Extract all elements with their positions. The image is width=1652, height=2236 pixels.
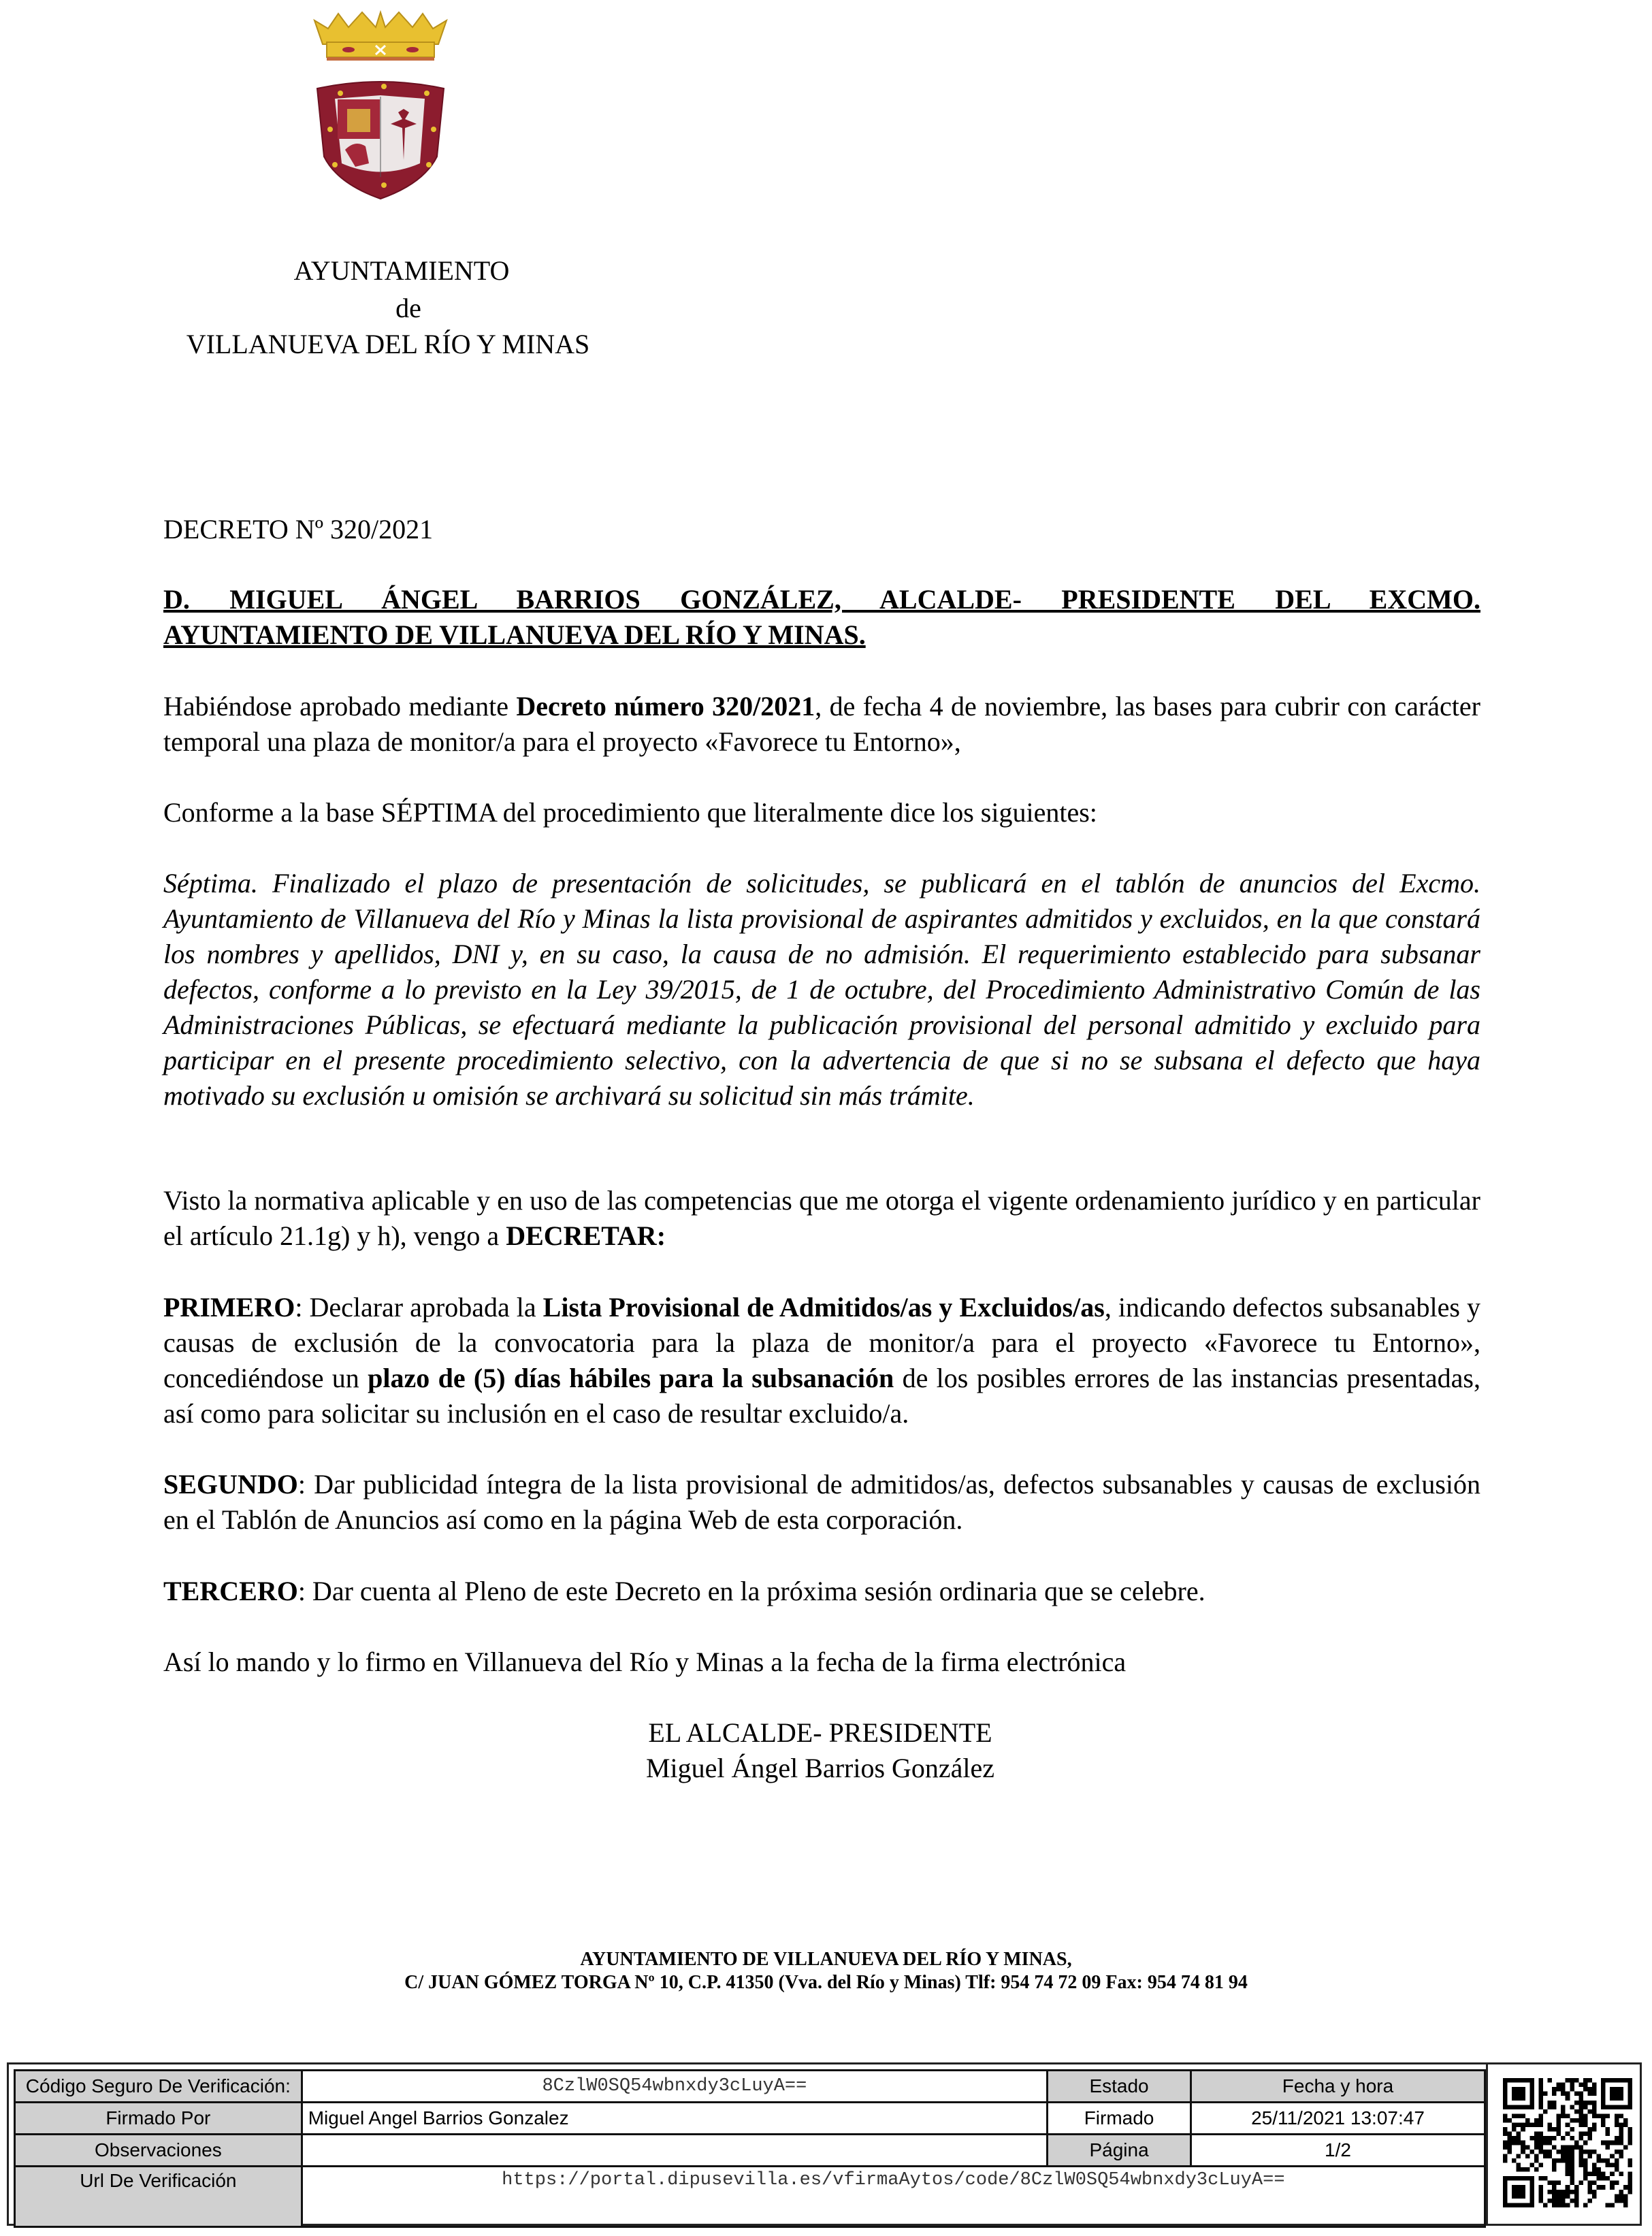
decree-number: DECRETO Nº 320/2021 <box>163 514 434 545</box>
crown-icon <box>314 12 447 61</box>
decree-heading-line2: AYUNTAMIENTO DE VILLANUEVA DEL RÍO Y MINAS. <box>163 619 866 650</box>
fecha-label: Fecha y hora <box>1191 2071 1485 2103</box>
url-value[interactable]: https://portal.dipusevilla.es/vfirmaAytos/code/8CzlW0SQ54wbnxdy3cLuyA== <box>302 2167 1485 2227</box>
paragraph-visto <box>163 1183 1480 1254</box>
footer-org-name: AYUNTAMIENTO DE VILLANUEVA DEL RÍO Y MINAS, <box>580 1949 1072 1970</box>
firmado-por-value: Miguel Angel Barrios Gonzalez <box>302 2103 1047 2135</box>
text: : Dar cuenta al Pleno de este Decreto en la próxima sesión ordinaria que se celebre. <box>297 1576 1205 1606</box>
qr-cell <box>1486 2064 1644 2224</box>
org-name-line1: AYUNTAMIENTO <box>293 255 510 286</box>
fecha-value: 25/11/2021 13:07:47 <box>1191 2103 1485 2135</box>
coat-of-arms-logo <box>308 7 453 204</box>
org-name-line3: VILLANUEVA DEL RÍO Y MINAS <box>186 329 590 359</box>
text: , de fecha 4 de noviembre, las bases para cubrir con carácter temporal una plaza de monitor/a para el proyecto «Favorece tu Entorno», <box>163 691 1480 757</box>
paragraph-base: Conforme a la base SÉPTIMA del procedimiento que literalmente dice los siguientes: <box>163 797 1097 828</box>
paragraph-septima-quote: Séptima. Finalizado el plazo de presentación de solicitudes, se publicará en el tablón de anuncios del Excmo. Ayuntamiento de Villanueva del Río y Minas la lista provisional de aspirantes admitidos y excluidos, en la que constará los nombres y apellidos, DNI y, en su caso, la causa de no admisión. El requerimiento establecido para subsanar defectos, conforme a lo previsto en la Ley 39/2015, de 1 de octubre, del Procedimiento Administrativo Común de las Administraciones Públicas, se efectuará mediante la publicación provisional del personal admitido y excluido para participar en el presente procedimiento selectivo, con la advertencia de que si no se subsana el defecto que haya motivado su exclusión u omisión se archivará su solicitud sin más trámite. <box>163 868 1480 1111</box>
verification-table <box>14 2069 1486 2228</box>
text: : Declarar aprobada la <box>295 1292 543 1323</box>
paragraph-intro <box>163 689 1480 760</box>
segundo-label: SEGUNDO <box>163 1469 298 1500</box>
org-name-line2: de <box>395 293 421 323</box>
firmado-por-label: Firmado Por <box>15 2103 302 2135</box>
csv-value: 8CzlW0SQ54wbnxdy3cLuyA== <box>302 2071 1047 2103</box>
csv-label: Código Seguro De Verificación: <box>15 2071 302 2103</box>
decree-reference: Decreto número 320/2021 <box>516 691 815 722</box>
url-label: Url De Verificación <box>15 2167 302 2227</box>
resolution-segundo <box>163 1467 1480 1538</box>
text: : Dar publicidad íntegra de la lista provisional de admitidos/as, defectos subsanables y causas de exclusión en el Tablón de Anuncios así como en la página Web de esta corporación. <box>163 1469 1480 1535</box>
resolution-tercero <box>163 1574 1480 1609</box>
pagina-label: Página <box>1048 2135 1191 2167</box>
resolution-primero <box>163 1290 1480 1431</box>
deadline: plazo de (5) días hábiles para la subsanación <box>368 1363 894 1393</box>
pagina-value: 1/2 <box>1191 2135 1485 2167</box>
footer-address: C/ JUAN GÓMEZ TORGA Nº 10, C.P. 41350 (Vva. del Río y Minas) Tlf: 954 74 72 09 Fax: 954 74 81 94 <box>404 1972 1248 1993</box>
decretar-label: DECRETAR: <box>506 1220 666 1251</box>
qr-code-icon[interactable] <box>1503 2078 1632 2207</box>
text: Visto la normativa aplicable y en uso de las competencias que me otorga el vigente ordenamiento jurídico y en particular el artículo 21.1g) y h), vengo a <box>163 1185 1480 1251</box>
estado-value: Firmado <box>1048 2103 1191 2135</box>
shield-icon <box>317 82 444 199</box>
observaciones-label: Observaciones <box>15 2135 302 2167</box>
closing-statement: Así lo mando y lo firmo en Villanueva del Río y Minas a la fecha de la firma electrónica <box>163 1647 1127 1677</box>
signature-name: Miguel Ángel Barrios González <box>645 1753 995 1783</box>
decree-heading-line1: D. MIGUEL ÁNGEL BARRIOS GONZÁLEZ, ALCALDE- PRESIDENTE DEL EXCMO. <box>163 584 1480 615</box>
list-name: Lista Provisional de Admitidos/as y Excluidos/as <box>542 1292 1105 1323</box>
verification-box <box>7 2062 1642 2226</box>
signature-title: EL ALCALDE- PRESIDENTE <box>648 1717 992 1748</box>
tercero-label: TERCERO <box>163 1576 298 1606</box>
text: de los posibles errores de las instancias presentadas, así como para solicitar su inclusión en el caso de resultar excluido/a. <box>163 1363 1480 1429</box>
observaciones-value <box>302 2135 1047 2167</box>
estado-label: Estado <box>1048 2071 1191 2103</box>
text: , indicando defectos subsanables y causas de exclusión de la convocatoria para la plaza de monitor/a para el proyecto «Favorece tu Entorno», concediéndose un <box>163 1292 1481 1393</box>
primero-label: PRIMERO <box>163 1292 295 1323</box>
text: Habiéndose aprobado mediante <box>163 691 517 722</box>
